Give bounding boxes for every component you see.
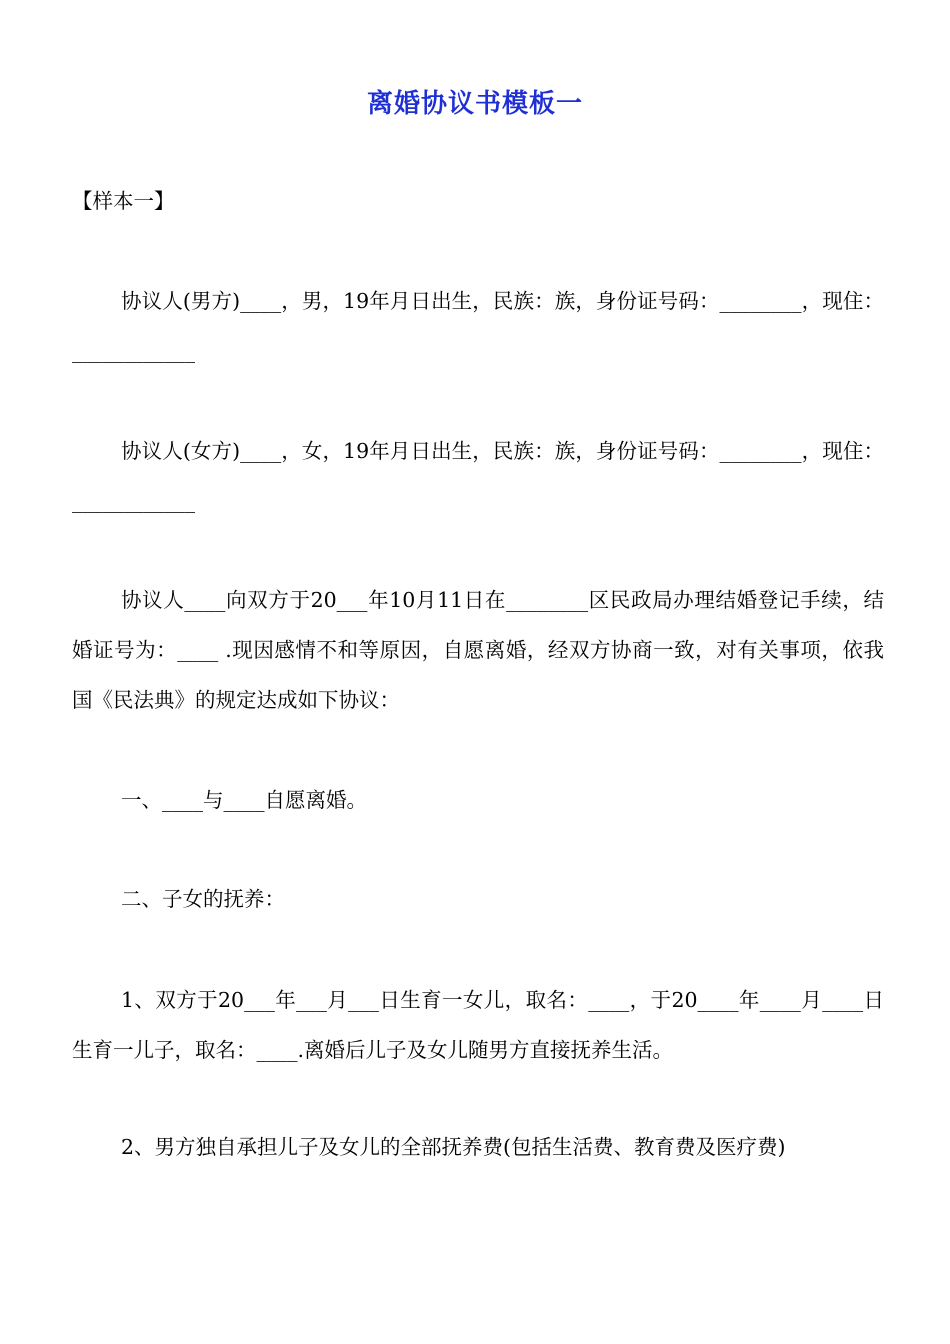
document-title: 离婚协议书模板一: [366, 89, 583, 119]
paragraph-male-party: 协议人(男方)____，男，19年月日出生，民族：族，身份证号码：________，现住：____________: [72, 289, 884, 363]
paragraph-marriage-registration: 协议人____向双方于20___年10月11日在________区民政局办理结婚登记手续，结婚证号为：____ .现因感情不和等原因，自愿离婚，经双方协商一致，对有关事项，依我国《民法典》的规定达成如下协议：: [72, 588, 884, 712]
clause-two-heading: 二、子女的抚养：: [121, 887, 285, 911]
clause-two-item-two: 2、男方独自承担儿子及女儿的全部抚养费(包括生活费、教育费及医疗费): [121, 1135, 786, 1159]
clause-two-item-one: 1、双方于20___年___月___日生育一女儿，取名：____，于20____年____月____日生育一儿子，取名：____.离婚后儿子及女儿随男方直接抚养生活。: [72, 988, 884, 1062]
clause-one: 一、____与____自愿离婚。: [121, 788, 367, 812]
paragraph-female-party: 协议人(女方)____，女，19年月日出生，民族：族，身份证号码：________，现住：____________: [72, 439, 884, 513]
section-label: 【样本一】: [72, 189, 175, 213]
